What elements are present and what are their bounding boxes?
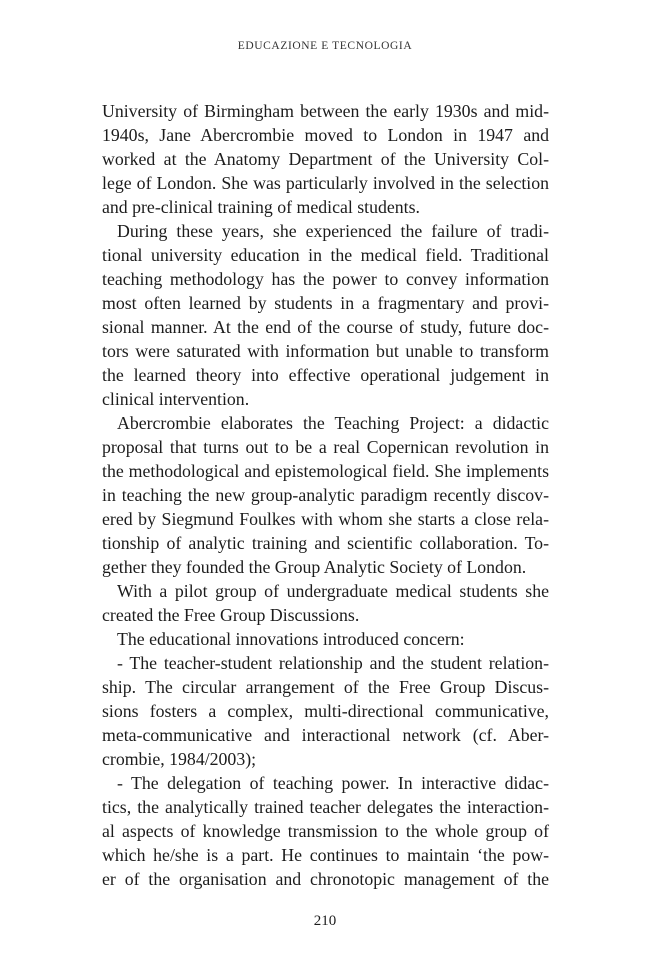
text-line: With a pilot group of undergraduate medical students she	[117, 581, 549, 601]
text-line: - The teacher-student relationship and the student relation-	[117, 653, 549, 673]
running-head: EDUCAZIONE E TECNOLOGIA	[237, 40, 413, 52]
text-line: sions fosters a complex, multi-directional communicative,	[102, 701, 549, 721]
text-line: the methodological and epistemological field. She implements	[102, 461, 549, 481]
text-line: proposal that turns out to be a real Copernican revolution in	[102, 437, 549, 457]
text-line: During these years, she experienced the failure of tradi-	[117, 221, 549, 241]
text-line: created the Free Group Discussions.	[102, 605, 360, 625]
text-line: and pre-clinical training of medical students.	[102, 197, 420, 217]
text-line: tors were saturated with information but unable to transform	[102, 341, 549, 361]
text-line: University of Birmingham between the early 1930s and mid-	[102, 101, 549, 121]
text-line: tional university education in the medical field. Traditional	[102, 245, 549, 265]
text-line: which he/she is a part. He continues to maintain ‘the pow-	[102, 845, 549, 865]
text-line: lege of London. She was particularly involved in the selection	[102, 173, 549, 193]
text-line: worked at the Anatomy Department of the University Col-	[102, 149, 549, 169]
text-line: tionship of analytic training and scientific collaboration. To-	[102, 533, 549, 553]
text-line: ship. The circular arrangement of the Free Group Discus-	[102, 677, 549, 697]
text-line: most often learned by students in a fragmentary and provi-	[102, 293, 549, 313]
text-line: The educational innovations introduced concern:	[117, 629, 465, 649]
body-text	[102, 99, 549, 891]
text-line: tics, the analytically trained teacher delegates the interaction-	[102, 797, 549, 817]
text-line: the learned theory into effective operational judgement in	[102, 365, 549, 385]
text-line: al aspects of knowledge transmission to the whole group of	[102, 821, 549, 841]
text-line: er of the organisation and chronotopic management of the	[102, 869, 549, 889]
text-line: teaching methodology has the power to convey information	[102, 269, 549, 289]
text-line: clinical intervention.	[102, 389, 250, 409]
page-number: 210	[313, 913, 337, 929]
text-line: - The delegation of teaching power. In interactive didac-	[117, 773, 549, 793]
text-line: sional manner. At the end of the course of study, future doc-	[102, 317, 549, 337]
text-line: ered by Siegmund Foulkes with whom she starts a close rela-	[102, 509, 549, 529]
text-line: Abercrombie elaborates the Teaching Project: a didactic	[117, 413, 549, 433]
text-line: 1940s, Jane Abercrombie moved to London in 1947 and	[102, 125, 549, 145]
text-line: gether they founded the Group Analytic Society of London.	[102, 557, 527, 577]
text-line: meta-communicative and interactional network (cf. Aber-	[102, 725, 549, 745]
text-line: in teaching the new group-analytic paradigm recently discov-	[102, 485, 549, 505]
text-line: crombie, 1984/2003);	[102, 749, 257, 769]
